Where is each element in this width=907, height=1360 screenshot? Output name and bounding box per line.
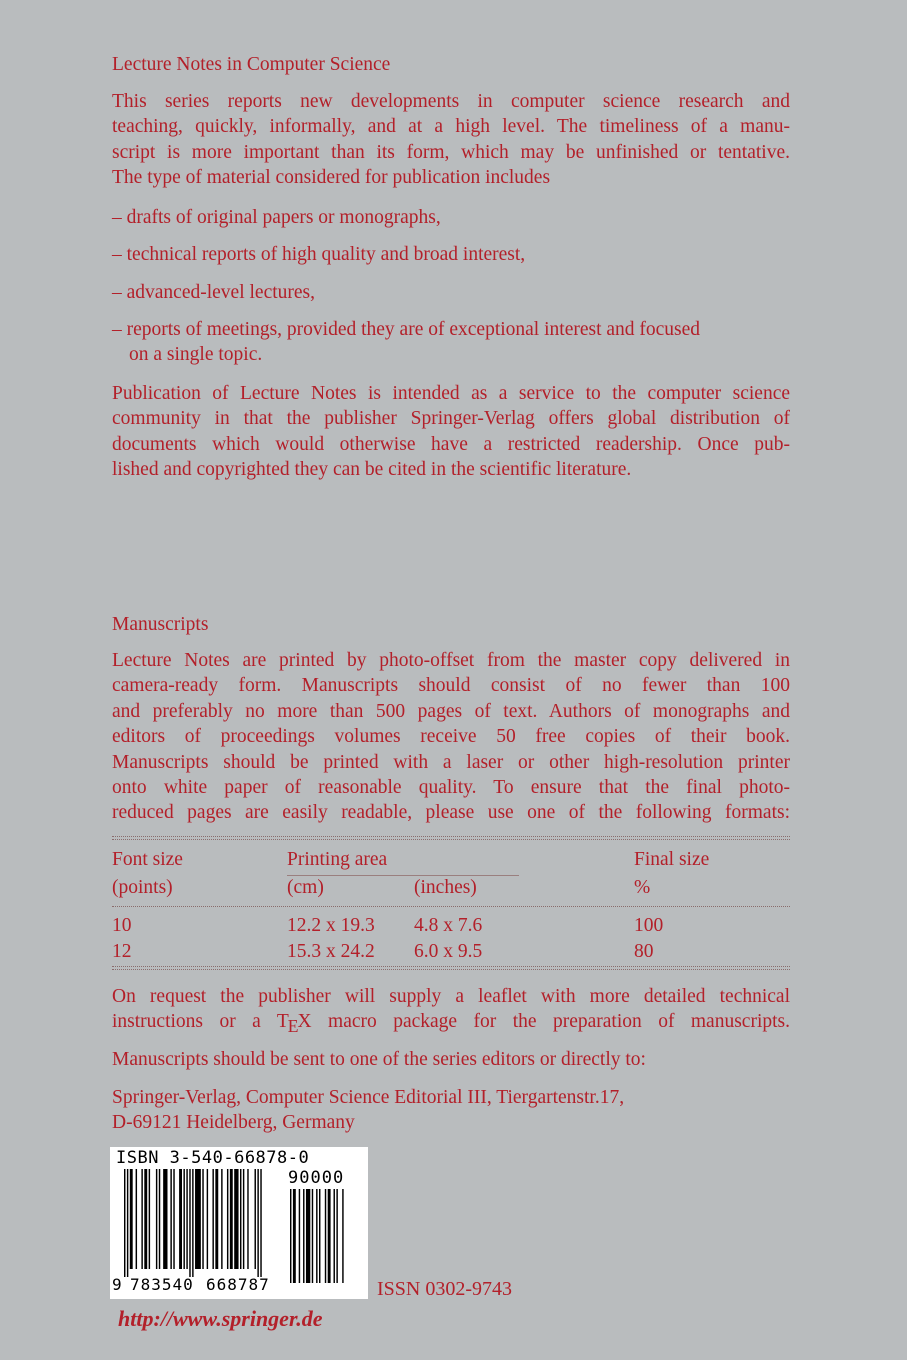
manuscripts-line: editors of proceedings volumes receive 50 free copies of their book. <box>112 726 790 748</box>
barcode-bar <box>336 1189 337 1283</box>
barcode-bar <box>316 1189 317 1283</box>
address-line: Springer-Verlag, Computer Science Editorial III, Tiergartenstr.17, <box>112 1087 625 1108</box>
barcode-bar <box>257 1169 258 1277</box>
bullet-item: – technical reports of high quality and broad interest, <box>112 244 526 265</box>
manuscripts-line: Lecture Notes are printed by photo-offset from the master copy delivered in <box>112 650 790 671</box>
request-line: On request the publisher will supply a leaflet with more detailed technical <box>112 986 790 1007</box>
header-printing-area: Printing area <box>287 849 388 870</box>
publication-line: lished and copyrighted they can be cited in the scientific literature. <box>112 459 632 481</box>
manuscripts-line: Manuscripts should be printed with a laser or other high-resolution printer <box>112 751 790 773</box>
request-paragraph <box>112 984 790 1039</box>
barcode-bar <box>334 1189 335 1283</box>
address <box>112 1085 790 1136</box>
publication-paragraph <box>112 381 790 483</box>
barcode-bar <box>141 1169 142 1269</box>
table-bottom-rule <box>112 969 790 970</box>
barcode-bar <box>227 1169 228 1269</box>
barcode-bar <box>293 1189 296 1283</box>
publication-line: Publication of Lecture Notes is intended as a service to the computer science <box>112 383 790 404</box>
barcode-bar <box>328 1189 331 1283</box>
request-line <box>112 1009 790 1039</box>
barcode-bar <box>325 1189 326 1283</box>
header-inches: (inches) <box>414 877 477 898</box>
ean-right-digits: 668787 <box>206 1275 270 1294</box>
barcode-bar <box>247 1169 248 1269</box>
barcode-bar <box>192 1169 193 1277</box>
price-code: 90000 <box>288 1168 345 1188</box>
barcode-bar <box>186 1169 187 1269</box>
barcode-bar <box>173 1169 174 1269</box>
manuscripts-line: reduced pages are easily readable, please use one of the following formats: <box>112 802 790 824</box>
barcode-bar <box>156 1169 157 1269</box>
table-mid-rule <box>112 906 790 907</box>
table-row-inches: 6.0 x 9.5 <box>414 941 483 962</box>
header-percent: % <box>634 877 651 898</box>
table-row-points: 12 <box>112 941 132 962</box>
barcode-bar <box>221 1169 222 1269</box>
isbn-label: ISBN 3-540-66878-0 <box>116 1148 310 1168</box>
publication-line: community in that the publisher Springer-Verlag offers global distribution of <box>112 408 790 430</box>
manuscripts-line: camera-ready form. Manuscripts should consist of no fewer than 100 <box>112 675 790 697</box>
barcode-bar <box>299 1189 300 1283</box>
intro-line: teaching, quickly, informally, and at a high level. The timeliness of a manu- <box>112 116 790 138</box>
issn: ISSN 0302-9743 <box>377 1278 513 1300</box>
publisher-url[interactable]: http://www.springer.de <box>118 1306 323 1331</box>
barcode-bar <box>202 1169 203 1269</box>
barcode-bar <box>170 1169 171 1269</box>
tex-logo: $T_EX$ <box>276 1011 312 1036</box>
request-text: instructions or a <box>112 1011 277 1033</box>
barcode-bars <box>124 1169 284 1277</box>
barcode-bar <box>319 1189 320 1283</box>
barcode-addon-bars <box>290 1189 360 1285</box>
barcode-bar <box>127 1169 128 1277</box>
barcode-bar <box>260 1169 261 1277</box>
barcode-bar <box>130 1169 133 1269</box>
barcode-bar <box>163 1169 167 1269</box>
table-bottom-rule <box>112 966 790 967</box>
barcode-bar <box>215 1169 218 1269</box>
address-line: D-69121 Heidelberg, Germany <box>112 1112 355 1134</box>
table-row-inches: 4.8 x 7.6 <box>414 915 483 936</box>
manuscripts-paragraph <box>112 648 790 826</box>
barcode-bar <box>312 1189 313 1283</box>
publication-line: documents which would otherwise have a restricted readership. Once pub- <box>112 433 790 455</box>
barcode-bar <box>189 1169 190 1277</box>
ean-first-digit: 9 <box>112 1275 122 1294</box>
intro-line: script is more important than its form, which may be unfinished or tentative. <box>112 141 790 163</box>
barcode-bar <box>342 1189 343 1283</box>
intro-line: The type of material considered for publication includes <box>112 167 551 189</box>
barcode-bar <box>243 1169 244 1269</box>
table-top-rule <box>112 839 790 840</box>
barcode-bar <box>255 1169 256 1269</box>
header-cm: (cm) <box>287 877 324 898</box>
barcode-bar <box>149 1169 150 1269</box>
ean-left-digits: 783540 <box>130 1275 194 1294</box>
table-row-percent: 80 <box>634 941 654 962</box>
table-row-cm: 15.3 x 24.2 <box>287 941 375 962</box>
barcode-bar <box>303 1189 304 1283</box>
series-heading: Lecture Notes in Computer Science <box>112 54 391 75</box>
send-line: Manuscripts should be sent to one of the series editors or directly to: <box>112 1049 646 1070</box>
series-intro <box>112 89 790 191</box>
barcode-bar <box>207 1169 208 1269</box>
bullet-text: – reports of meetings, provided they are of exceptional interest and focused <box>112 319 701 340</box>
barcode-bar <box>183 1169 184 1269</box>
intro-line: This series reports new developments in computer science research and <box>112 91 790 112</box>
manuscripts-line: onto white paper of reasonable quality. To ensure that the final photo- <box>112 777 790 799</box>
header-font-size: Font size <box>112 849 183 870</box>
table-row-percent: 100 <box>634 915 664 936</box>
bullet-continuation: on a single topic. <box>129 344 263 366</box>
manuscripts-line: and preferably no more than 500 pages of text. Authors of monographs and <box>112 700 790 722</box>
barcode-bar <box>124 1169 125 1277</box>
manuscripts-heading: Manuscripts <box>112 614 209 635</box>
header-points: (points) <box>112 877 173 898</box>
bullet-item: – advanced-level lectures, <box>112 282 316 303</box>
barcode-bar <box>136 1169 137 1269</box>
request-text: macro package for the preparation of manuscripts. <box>311 1011 790 1033</box>
barcode-bar <box>290 1189 291 1283</box>
table-top-rule <box>112 836 790 837</box>
bullet-item <box>112 317 802 368</box>
barcode-bar <box>240 1169 241 1269</box>
table-row-points: 10 <box>112 915 132 936</box>
bullet-item: – drafts of original papers or monographs, <box>112 207 441 228</box>
barcode-bar <box>195 1169 201 1269</box>
table-row-cm: 12.2 x 19.3 <box>287 915 375 936</box>
barcode-bar <box>144 1169 147 1269</box>
barcode-bar <box>230 1169 233 1269</box>
barcode-bar <box>179 1169 182 1269</box>
barcode-bar <box>212 1169 213 1269</box>
barcode-bar <box>306 1189 310 1283</box>
barcode-bar <box>159 1169 160 1269</box>
barcode-bar <box>234 1169 238 1269</box>
header-final-size: Final size <box>634 849 710 870</box>
isbn-barcode <box>110 1147 368 1299</box>
